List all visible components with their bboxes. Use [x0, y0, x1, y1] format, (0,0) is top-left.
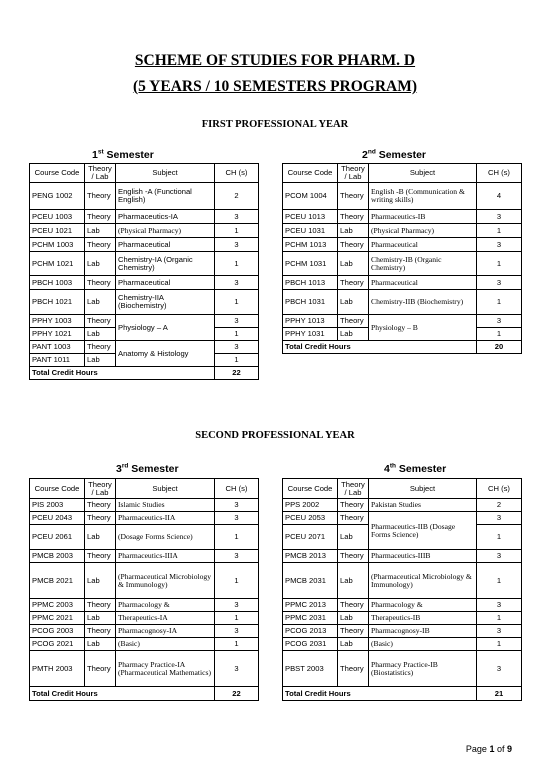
credit-hours: 3 [215, 550, 259, 563]
course-subject: (Physical Pharmacy) [369, 224, 477, 238]
course-code: PCOG 2013 [283, 625, 338, 638]
course-type: Lab [338, 638, 369, 651]
header-course-code: Course Code [283, 479, 338, 499]
course-type: Lab [338, 563, 369, 599]
course-type: Theory [338, 512, 369, 525]
course-subject: Chemistry-IB (Organic Chemistry) [369, 252, 477, 276]
table-row [283, 638, 522, 651]
table-row [283, 252, 522, 276]
course-code: PENG 1002 [30, 183, 85, 210]
credit-hours: 1 [477, 224, 522, 238]
course-type: Lab [338, 525, 369, 550]
total-row [30, 687, 259, 701]
credit-hours: 1 [215, 525, 259, 550]
header-course-code: Course Code [30, 479, 85, 499]
course-type: Theory [338, 499, 369, 512]
course-subject: Physiology – A [116, 315, 215, 341]
course-subject: (Dosage Forms Science) [116, 525, 215, 550]
course-subject: Pharmacy Practice-IA (Pharmaceutical Mathematics) [116, 651, 215, 687]
course-subject: Pakistan Studies [369, 499, 477, 512]
table-row [283, 625, 522, 638]
course-type: Lab [85, 563, 116, 599]
credit-hours: 2 [215, 183, 259, 210]
course-subject: Pharmacology & [116, 599, 215, 612]
course-code: PCHM 1003 [30, 238, 85, 252]
credit-hours: 1 [477, 525, 522, 550]
course-type: Theory [85, 315, 116, 328]
course-type: Theory [85, 210, 116, 224]
table-row [30, 341, 259, 354]
course-code: PIS 2003 [30, 499, 85, 512]
course-subject: Pharmacognosy-IA [116, 625, 215, 638]
credit-hours: 1 [215, 224, 259, 238]
first-professional-year-heading: FIRST PROFESSIONAL YEAR [201, 119, 349, 130]
table-row [283, 290, 522, 315]
course-code: PANT 1003 [30, 341, 85, 354]
table-row [283, 550, 522, 563]
table-row [30, 499, 259, 512]
course-code: PBCH 1031 [283, 290, 338, 315]
course-type: Theory [85, 599, 116, 612]
table-row [283, 276, 522, 290]
course-subject: English -A (Functional English) [116, 183, 215, 210]
header-subject: Subject [116, 479, 215, 499]
course-subject: Pharmaceutical [369, 276, 477, 290]
course-code: PBCH 1013 [283, 276, 338, 290]
total-label: Total Credit Hours [283, 687, 477, 701]
course-code: PANT 1011 [30, 354, 85, 367]
table-row [30, 238, 259, 252]
course-type: Lab [338, 224, 369, 238]
table-row [283, 238, 522, 252]
header-theory-lab: Theory / Lab [85, 479, 116, 499]
table-row [283, 224, 522, 238]
course-code: PCEU 2053 [283, 512, 338, 525]
course-subject: Therapeutics-IB [369, 612, 477, 625]
table-row [283, 315, 522, 328]
credit-hours: 1 [215, 612, 259, 625]
semester-4-table [282, 478, 522, 701]
credit-hours: 1 [215, 252, 259, 276]
table-row [283, 563, 522, 599]
course-type: Lab [85, 525, 116, 550]
credit-hours: 3 [477, 238, 522, 252]
course-code: PMCB 2031 [283, 563, 338, 599]
course-type: Theory [338, 550, 369, 563]
course-code: PMCB 2021 [30, 563, 85, 599]
credit-hours: 1 [215, 563, 259, 599]
course-type: Theory [85, 341, 116, 354]
credit-hours: 1 [477, 638, 522, 651]
header-ch: CH (s) [215, 164, 259, 183]
credit-hours: 1 [215, 638, 259, 651]
credit-hours: 3 [215, 512, 259, 525]
total-credit-hours: 20 [477, 341, 522, 354]
course-code: PBST 2003 [283, 651, 338, 687]
table-row [283, 210, 522, 224]
credit-hours: 3 [477, 550, 522, 563]
credit-hours: 3 [215, 210, 259, 224]
course-type: Theory [338, 625, 369, 638]
credit-hours: 3 [215, 599, 259, 612]
table-row [30, 315, 259, 328]
document-subtitle: (5 YEARS / 10 SEMESTERS PROGRAM) [132, 78, 418, 95]
credit-hours: 1 [477, 290, 522, 315]
header-subject: Subject [369, 479, 477, 499]
course-type: Theory [338, 276, 369, 290]
credit-hours: 3 [477, 276, 522, 290]
course-code: PCEU 1021 [30, 224, 85, 238]
credit-hours: 3 [477, 651, 522, 687]
table-row [283, 612, 522, 625]
course-code: PCHM 1021 [30, 252, 85, 276]
course-code: PCHM 1031 [283, 252, 338, 276]
course-type: Lab [85, 290, 116, 315]
course-code: PCEU 2043 [30, 512, 85, 525]
course-subject: Pharmaceutics-IIB (Dosage Forms Science) [369, 512, 477, 550]
credit-hours: 3 [477, 512, 522, 525]
total-credit-hours: 22 [215, 687, 259, 701]
table-row [30, 512, 259, 525]
total-label: Total Credit Hours [30, 687, 215, 701]
table-row [30, 638, 259, 651]
credit-hours: 3 [215, 238, 259, 252]
course-subject: Pharmacology & [369, 599, 477, 612]
course-subject: Pharmaceutics-IIIA [116, 550, 215, 563]
course-subject: English -B (Communication & writing skills) [369, 183, 477, 210]
course-subject: Chemistry-IIA (Biochemistry) [116, 290, 215, 315]
credit-hours: 1 [477, 612, 522, 625]
page-number: Page 1 of 9 [465, 744, 512, 754]
course-type: Theory [85, 183, 116, 210]
course-type: Lab [338, 290, 369, 315]
credit-hours: 1 [215, 354, 259, 367]
document-title: SCHEME OF STUDIES FOR PHARM. D [134, 52, 416, 69]
table-row [283, 512, 522, 525]
course-type: Theory [85, 512, 116, 525]
total-row [283, 687, 522, 701]
course-subject: Anatomy & Histology [116, 341, 215, 367]
course-code: PCOG 2021 [30, 638, 85, 651]
header-course-code: Course Code [30, 164, 85, 183]
course-subject: Islamic Studies [116, 499, 215, 512]
semester-1-heading: 1st Semester [92, 148, 154, 161]
table-row [30, 290, 259, 315]
table-row [283, 499, 522, 512]
course-code: PCOM 1004 [283, 183, 338, 210]
semester-3-heading: 3rd Semester [116, 462, 179, 475]
course-subject: (Basic) [369, 638, 477, 651]
header-theory-lab: Theory / Lab [85, 164, 116, 183]
course-subject: Pharmaceutics-IA [116, 210, 215, 224]
course-subject: Chemistry-IIB (Biochemistry) [369, 290, 477, 315]
header-course-code: Course Code [283, 164, 338, 183]
table-row [30, 183, 259, 210]
table-row [30, 651, 259, 687]
course-type: Lab [85, 224, 116, 238]
header-ch: CH (s) [477, 164, 522, 183]
credit-hours: 3 [215, 276, 259, 290]
table-row [30, 525, 259, 550]
table-row [283, 651, 522, 687]
total-credit-hours: 21 [477, 687, 522, 701]
course-subject: Pharmaceutical [369, 238, 477, 252]
course-type: Theory [338, 599, 369, 612]
course-subject: Pharmaceutics-IIIB [369, 550, 477, 563]
course-code: PPMC 2003 [30, 599, 85, 612]
credit-hours: 1 [215, 328, 259, 341]
total-row [30, 367, 259, 380]
course-type: Lab [85, 638, 116, 651]
second-professional-year-heading: SECOND PROFESSIONAL YEAR [195, 430, 355, 441]
course-code: PCEU 2071 [283, 525, 338, 550]
credit-hours: 3 [477, 210, 522, 224]
course-code: PCEU 1003 [30, 210, 85, 224]
course-subject: Chemistry-IA (Organic Chemistry) [116, 252, 215, 276]
credit-hours: 3 [477, 599, 522, 612]
course-code: PPHY 1003 [30, 315, 85, 328]
credit-hours: 3 [215, 315, 259, 328]
course-code: PPHY 1021 [30, 328, 85, 341]
course-type: Lab [338, 328, 369, 341]
course-code: PPMC 2021 [30, 612, 85, 625]
semester-1-table [29, 163, 259, 380]
course-type: Theory [85, 550, 116, 563]
table-row [30, 550, 259, 563]
credit-hours: 1 [477, 252, 522, 276]
semester-2-table [282, 163, 522, 354]
course-type: Lab [85, 354, 116, 367]
course-code: PPMC 2031 [283, 612, 338, 625]
course-type: Theory [338, 651, 369, 687]
course-code: PBCH 1021 [30, 290, 85, 315]
course-subject: Pharmaceutics-IB [369, 210, 477, 224]
credit-hours: 2 [477, 499, 522, 512]
table-row [30, 612, 259, 625]
course-type: Lab [338, 612, 369, 625]
credit-hours: 3 [215, 625, 259, 638]
table-row [30, 252, 259, 276]
table-row [283, 183, 522, 210]
table-row [30, 224, 259, 238]
header-theory-lab: Theory / Lab [338, 479, 369, 499]
course-code: PMCB 2013 [283, 550, 338, 563]
course-code: PCOG 2031 [283, 638, 338, 651]
course-type: Theory [338, 315, 369, 328]
total-label: Total Credit Hours [30, 367, 215, 380]
course-type: Lab [85, 612, 116, 625]
semester-4-heading: 4th Semester [384, 462, 447, 475]
course-type: Theory [85, 651, 116, 687]
course-type: Theory [85, 276, 116, 290]
course-code: PPHY 1031 [283, 328, 338, 341]
course-code: PMCB 2003 [30, 550, 85, 563]
table-row [283, 599, 522, 612]
header-ch: CH (s) [215, 479, 259, 499]
credit-hours: 3 [477, 625, 522, 638]
course-subject: Therapeutics-IA [116, 612, 215, 625]
course-type: Theory [338, 183, 369, 210]
course-subject: (Physical Pharmacy) [116, 224, 215, 238]
course-type: Lab [85, 252, 116, 276]
semester-2-heading: 2nd Semester [362, 148, 426, 161]
course-code: PPS 2002 [283, 499, 338, 512]
course-subject: Pharmacognosy-IB [369, 625, 477, 638]
total-row [283, 341, 522, 354]
credit-hours: 3 [215, 651, 259, 687]
table-row [30, 210, 259, 224]
course-code: PPMC 2013 [283, 599, 338, 612]
credit-hours: 4 [477, 183, 522, 210]
credit-hours: 3 [215, 499, 259, 512]
credit-hours: 1 [477, 328, 522, 341]
course-type: Theory [85, 499, 116, 512]
credit-hours: 3 [215, 341, 259, 354]
course-type: Lab [85, 328, 116, 341]
table-row [30, 563, 259, 599]
course-subject: (Basic) [116, 638, 215, 651]
course-code: PCHM 1013 [283, 238, 338, 252]
course-type: Theory [338, 238, 369, 252]
course-code: PPHY 1013 [283, 315, 338, 328]
course-type: Theory [85, 238, 116, 252]
course-code: PCEU 1013 [283, 210, 338, 224]
header-theory-lab: Theory / Lab [338, 164, 369, 183]
total-label: Total Credit Hours [283, 341, 477, 354]
table-row [30, 276, 259, 290]
course-subject: Pharmacy Practice-IB (Biostatistics) [369, 651, 477, 687]
credit-hours: 3 [477, 315, 522, 328]
course-subject: (Pharmaceutical Microbiology & Immunology) [369, 563, 477, 599]
credit-hours: 1 [215, 290, 259, 315]
course-code: PMTH 2003 [30, 651, 85, 687]
course-code: PCEU 1031 [283, 224, 338, 238]
header-ch: CH (s) [477, 479, 522, 499]
course-type: Theory [338, 210, 369, 224]
course-subject: Pharmaceutics-IIA [116, 512, 215, 525]
header-subject: Subject [369, 164, 477, 183]
course-subject: Pharmaceutical [116, 276, 215, 290]
course-subject: Physiology – B [369, 315, 477, 341]
header-subject: Subject [116, 164, 215, 183]
course-subject: Pharmaceutical [116, 238, 215, 252]
course-type: Theory [85, 625, 116, 638]
total-credit-hours: 22 [215, 367, 259, 380]
table-row [30, 599, 259, 612]
course-code: PCOG 2003 [30, 625, 85, 638]
course-type: Lab [338, 252, 369, 276]
course-code: PBCH 1003 [30, 276, 85, 290]
course-subject: (Pharmaceutical Microbiology & Immunology) [116, 563, 215, 599]
semester-3-table [29, 478, 259, 701]
course-code: PCEU 2061 [30, 525, 85, 550]
table-row [30, 625, 259, 638]
credit-hours: 1 [477, 563, 522, 599]
